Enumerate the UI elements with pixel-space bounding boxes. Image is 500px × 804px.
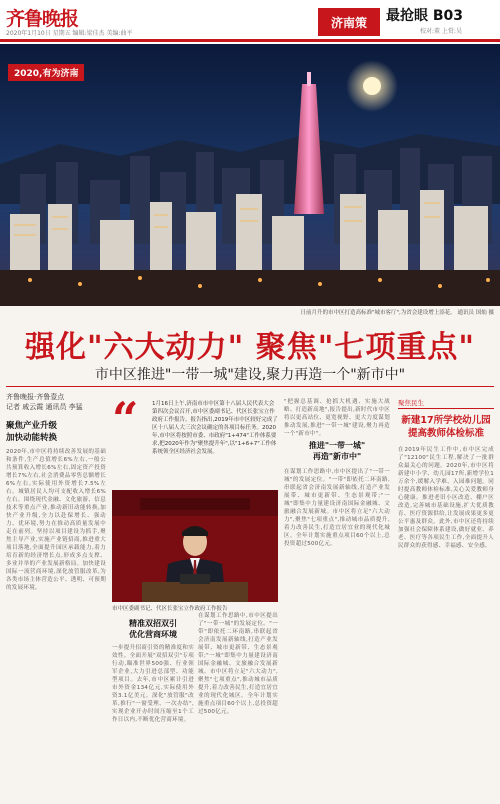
photo-caption: 日前月升的市中区打造高标准"城市客厅",为省会建设增上添花。 通讯员 国灿 摄 [300,310,494,316]
photo-tag: 2020,有为济南 [8,64,84,81]
mid-body-text-continued: 在谋划工作思路中,市中区提出了"一带一城"的发展定位。"一带"即依托二环南路,串联起省会济南发展新轴线,打造产业发展带、城市更新带、生态景观带;"一城"即集中力量建设济南国际金融城、文旅融合发展新城。市中区将立足"六大动力",聚焦"七项重点",推动城市品质提升,着力改善民生,打造宜居宜业的现代化城区。全年计划实施重点项目60个以上,总投资超过500亿元。 [198,613,278,715]
right-top-text: "把握总基调、抢抓大机遇、实施大战略、打造新高地",报告提出,新时代市中区将以更高站位、更宽视野、更大力度谋划推动发展,推进"一带一城"建设,聚力再造一个"新市中"。 [284,399,390,436]
byline [6,392,83,412]
sidebar-body-text: 在2019年民生工作中,市中区完成了"12100"民生工程,解决了一批群众最关心的问题。2020年,市中区将新建中小学、幼儿园17所,新增学位1万余个,缓解入学难、入园难问题。同时提高教师体检标准,关心关爱教师身心健康。推进老旧小区改造、棚户区改造,完善城市基础设施,扩大优质教育、医疗资源供给,让发展成果更多更公平惠及群众。此外,市中区还将持续加强社会保障体系建设,做好就业、养老、医疗等各项民生工作,全面提升人民群众的获得感、幸福感、安全感。 [398,447,494,549]
quote-mark: “ [112,392,139,446]
left-section-title [6,420,106,444]
left-title-line1: 聚焦产业升级 [6,421,58,431]
section-badge: 济南策 [318,8,380,36]
speaker-photo [112,490,278,602]
masthead-rule [0,39,500,42]
right-title-line1: 推进"一带一城" [308,441,366,450]
mid-body-text: 一步提升招商引资的精准度和实效性。全面开展"双招双引"专项行动,瞄准世界500强、行业领军企业,大力引进总部型、功能型项目。去年,市中区累计引进市外资金134亿元,实际使用外资3.1亿美元。深化"放管服"改革,推行"一窗受理、一次办结",实现企业开办时间压缩至1个工作日以内,不断优化营商环境。 [112,645,194,723]
left-title-line2: 加快动能转换 [6,433,58,443]
page-label: 最抢眼 B03 [386,8,464,24]
right-title-line2: 再造"新市中" [312,452,362,461]
sidebar-label: 聚焦民生 [398,399,424,407]
byline-source: 齐鲁晚报·齐鲁壹点 [6,393,65,401]
right-body-text: 在谋划工作思路中,市中区提出了"一带一城"的发展定位。"一带"即依托二环南路,串联起省会济南发展新轴线,打造产业发展带、城市更新带、生态景观带;"一城"即集中力量建设济南国际金融城、文旅融合发展新城。市中区将立足"六大动力",聚焦"七项重点",推动城市品质提升,着力改善民生,打造宜居宜业的现代化城区。全年计划实施重点项目60个以上,总投资超过500亿元。 [284,469,390,547]
city-night-photo [0,44,500,306]
subheadline: 市中区推进"一带一城"建设,聚力再造一个"新市中" [94,367,406,383]
headline-rule [6,386,494,387]
mid-title-line1: 精准双招双引 [129,619,177,628]
sidebar-rule [398,408,494,409]
right-section-title [284,440,390,462]
newspaper-logo: 齐鲁晚报 [6,8,79,30]
sidebar-title-line2: 提高教师体检标准 [407,428,484,439]
headline: 强化"六大动力" 聚焦"七项重点" [25,330,475,365]
mid-section-title [112,618,194,640]
byline-authors: 记者 戚云霞 通讯员 李猛 [6,403,83,411]
editor-credits: 校对:董 上赏:吴 [420,28,462,35]
left-body-text: 2020年,市中区将持续改善发展的基础和条件,生产总值增长6%左右,一般公共预算收入增长6%左右,固定资产投资增长7%左右,社会消费品零售总额增长6%左右,实际使用外资增长7.5%左右。城镇居民人均可支配收入增长6%左右。围绕现代金融、文化旅游、信息技术等重点产业,推动新旧动能转换,加快产业升级,全力以赴保增长、强动力、优环境,努力在推动高质量发展中走在前列。坚持以项目建设为抓手,聚焦主导产业,实施产业链招商,推进重大项目落地,全面提升园区承载能力,着力培育新的经济增长点,形成多点支撑、多业并举的产业发展新格局。加快建设国际一流营商环境,深化放管服改革,为各类市场主体营造公平、透明、可预期的发展环境。 [6,449,106,591]
lead-quote-text: 1月16日上午,济南市市中区第十八届人民代表大会第四次会议召开,市中区委副书记、代区长张宝立作政府工作报告。报告指出,2019年市中区较好完成了区十八届人大三次会议确定的各项目标任务。2020年,市中区将按照市委、市政府"1+474"工作体系要求,把2020年作为"聚焦提升年",以"1+6+7"工作体系统领全区经济社会发展。 [152,401,278,455]
masthead [0,0,500,44]
sidebar-title-line1: 新建17所学校幼儿园 [401,415,491,426]
mid-title-line2: 优化营商环境 [129,630,177,639]
dateline: 2020年1月10日 星期五 编辑:梁佳杰 美编:曲平 [6,30,133,37]
sidebar-title [398,414,494,440]
speaker-photo-caption: 市中区委副书记、代区长张宝立作政府工作报告 [112,606,228,612]
